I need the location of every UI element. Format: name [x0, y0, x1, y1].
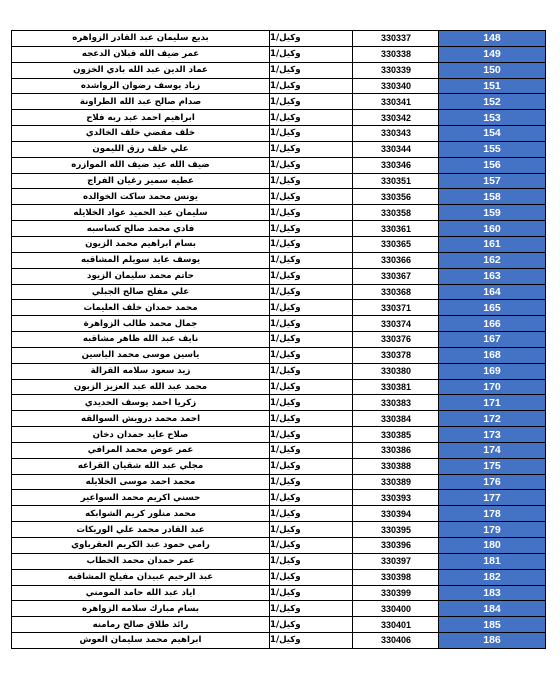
sequence-number-cell: 163 — [439, 269, 546, 284]
sequence-number-cell: 152 — [439, 94, 546, 109]
personnel-table — [11, 30, 546, 649]
name-cell: ضيف الله عيد ضيف الله الموازره — [12, 158, 270, 173]
name-cell: محمد احمد موسى الخلايله — [12, 475, 270, 490]
id-number-cell: 330406 — [353, 633, 439, 648]
rank-cell: وكيل/1 — [270, 411, 353, 426]
rank-cell: وكيل/1 — [270, 158, 353, 173]
name-cell: عمر حمدان محمد الخطاب — [12, 554, 270, 569]
table-row — [12, 269, 546, 285]
table-row — [12, 348, 546, 364]
sequence-number-cell: 181 — [439, 554, 546, 569]
name-cell: حاتم محمد سليمان الزيود — [12, 269, 270, 284]
name-cell: زيد سعود سلامه القرالة — [12, 364, 270, 379]
rank-cell: وكيل/1 — [270, 586, 353, 601]
table-row — [12, 522, 546, 538]
name-cell: جمال محمد طالب الزواهرة — [12, 316, 270, 331]
id-number-cell: 330401 — [353, 617, 439, 632]
sequence-number-cell: 159 — [439, 205, 546, 220]
rank-cell: وكيل/1 — [270, 94, 353, 109]
id-number-cell: 330381 — [353, 380, 439, 395]
id-number-cell: 330397 — [353, 554, 439, 569]
rank-cell: وكيل/1 — [270, 459, 353, 474]
id-number-cell: 330386 — [353, 443, 439, 458]
table-row — [12, 221, 546, 237]
sequence-number-cell: 174 — [439, 443, 546, 458]
sequence-number-cell: 172 — [439, 411, 546, 426]
name-cell: يونس محمد ساكت الخوالده — [12, 189, 270, 204]
sequence-number-cell: 184 — [439, 601, 546, 616]
name-cell: زياد يوسف رضوان الرواشده — [12, 79, 270, 94]
name-cell: عبد الرحيم عبيدان مفيلح المشاقبه — [12, 570, 270, 585]
table-row — [12, 126, 546, 142]
sequence-number-cell: 148 — [439, 31, 546, 46]
rank-cell: وكيل/1 — [270, 31, 353, 46]
name-cell: اياد عبد الله حامد المومني — [12, 586, 270, 601]
rank-cell: وكيل/1 — [270, 475, 353, 490]
id-number-cell: 330394 — [353, 506, 439, 521]
sequence-number-cell: 182 — [439, 570, 546, 585]
sequence-number-cell: 176 — [439, 475, 546, 490]
name-cell: عبد القادر محمد علي الوريكات — [12, 522, 270, 537]
table-row — [12, 380, 546, 396]
id-number-cell: 330374 — [353, 316, 439, 331]
sequence-number-cell: 149 — [439, 47, 546, 62]
table-row — [12, 142, 546, 158]
name-cell: ابراهيم احمد عبد ربه فلاح — [12, 110, 270, 125]
table-row — [12, 427, 546, 443]
id-number-cell: 330399 — [353, 586, 439, 601]
id-number-cell: 330346 — [353, 158, 439, 173]
table-row — [12, 94, 546, 110]
rank-cell: وكيل/1 — [270, 316, 353, 331]
id-number-cell: 330339 — [353, 63, 439, 78]
id-number-cell: 330396 — [353, 538, 439, 553]
sequence-number-cell: 167 — [439, 332, 546, 347]
id-number-cell: 330385 — [353, 427, 439, 442]
name-cell: بسام ابراهيم محمد الزيون — [12, 237, 270, 252]
id-number-cell: 330378 — [353, 348, 439, 363]
table-row — [12, 506, 546, 522]
rank-cell: وكيل/1 — [270, 395, 353, 410]
id-number-cell: 330368 — [353, 285, 439, 300]
table-row — [12, 285, 546, 301]
id-number-cell: 330340 — [353, 79, 439, 94]
table-row — [12, 475, 546, 491]
table-row — [12, 395, 546, 411]
sequence-number-cell: 169 — [439, 364, 546, 379]
id-number-cell: 330393 — [353, 490, 439, 505]
id-number-cell: 330342 — [353, 110, 439, 125]
sequence-number-cell: 153 — [439, 110, 546, 125]
table-row — [12, 364, 546, 380]
rank-cell: وكيل/1 — [270, 174, 353, 189]
sequence-number-cell: 185 — [439, 617, 546, 632]
name-cell: محمد حمدان خلف العليمات — [12, 300, 270, 315]
table-row — [12, 300, 546, 316]
name-cell: محمد عبد الله عبد العزيز الزبون — [12, 380, 270, 395]
sequence-number-cell: 173 — [439, 427, 546, 442]
name-cell: عماد الدين عبد الله بادي الخزون — [12, 63, 270, 78]
table-row — [12, 459, 546, 475]
id-number-cell: 330388 — [353, 459, 439, 474]
table-row — [12, 570, 546, 586]
id-number-cell: 330341 — [353, 94, 439, 109]
table-row — [12, 332, 546, 348]
sequence-number-cell: 186 — [439, 633, 546, 648]
sequence-number-cell: 157 — [439, 174, 546, 189]
table-row — [12, 31, 546, 47]
table-row — [12, 189, 546, 205]
id-number-cell: 330356 — [353, 189, 439, 204]
rank-cell: وكيل/1 — [270, 348, 353, 363]
sequence-number-cell: 162 — [439, 253, 546, 268]
rank-cell: وكيل/1 — [270, 126, 353, 141]
id-number-cell: 330365 — [353, 237, 439, 252]
id-number-cell: 330337 — [353, 31, 439, 46]
table-row — [12, 443, 546, 459]
rank-cell: وكيل/1 — [270, 142, 353, 157]
name-cell: زكريا احمد يوسف الحديدي — [12, 395, 270, 410]
rank-cell: وكيل/1 — [270, 380, 353, 395]
name-cell: ياسين موسى محمد الياسين — [12, 348, 270, 363]
rank-cell: وكيل/1 — [270, 570, 353, 585]
name-cell: مجلي عبد الله شقيان القراعه — [12, 459, 270, 474]
rank-cell: وكيل/1 — [270, 490, 353, 505]
name-cell: صدام صالح عبد الله الطراونة — [12, 94, 270, 109]
id-number-cell: 330343 — [353, 126, 439, 141]
id-number-cell: 330361 — [353, 221, 439, 236]
rank-cell: وكيل/1 — [270, 427, 353, 442]
id-number-cell: 330380 — [353, 364, 439, 379]
name-cell: صلاح عايد حمدان دخان — [12, 427, 270, 442]
name-cell: علي خلف رزق الليمون — [12, 142, 270, 157]
rank-cell: وكيل/1 — [270, 300, 353, 315]
name-cell: عطيه سمير رغيان الفراج — [12, 174, 270, 189]
id-number-cell: 330367 — [353, 269, 439, 284]
rank-cell: وكيل/1 — [270, 269, 353, 284]
name-cell: عمر عوض محمد المرافي — [12, 443, 270, 458]
rank-cell: وكيل/1 — [270, 237, 353, 252]
name-cell: بديع سليمان عبد القادر الزواهره — [12, 31, 270, 46]
name-cell: يوسف عايد سويلم المشاقبه — [12, 253, 270, 268]
table-row — [12, 316, 546, 332]
table-row — [12, 633, 546, 649]
rank-cell: وكيل/1 — [270, 617, 353, 632]
sequence-number-cell: 170 — [439, 380, 546, 395]
name-cell: علي مفلح صالح الجبلي — [12, 285, 270, 300]
name-cell: محمد منلور كريم الشوابكه — [12, 506, 270, 521]
table-row — [12, 158, 546, 174]
rank-cell: وكيل/1 — [270, 189, 353, 204]
id-number-cell: 330351 — [353, 174, 439, 189]
rank-cell: وكيل/1 — [270, 79, 353, 94]
sequence-number-cell: 164 — [439, 285, 546, 300]
rank-cell: وكيل/1 — [270, 63, 353, 78]
table-row — [12, 601, 546, 617]
rank-cell: وكيل/1 — [270, 506, 353, 521]
table-row — [12, 411, 546, 427]
sequence-number-cell: 177 — [439, 490, 546, 505]
name-cell: فادي محمد صالح كساسبه — [12, 221, 270, 236]
rank-cell: وكيل/1 — [270, 443, 353, 458]
table-row — [12, 63, 546, 79]
rank-cell: وكيل/1 — [270, 364, 353, 379]
id-number-cell: 330358 — [353, 205, 439, 220]
rank-cell: وكيل/1 — [270, 285, 353, 300]
id-number-cell: 330400 — [353, 601, 439, 616]
name-cell: احمد محمد درويش السوالقه — [12, 411, 270, 426]
id-number-cell: 330366 — [353, 253, 439, 268]
table-row — [12, 538, 546, 554]
name-cell: خلف مقضي خلف الخالدي — [12, 126, 270, 141]
rank-cell: وكيل/1 — [270, 332, 353, 347]
sequence-number-cell: 165 — [439, 300, 546, 315]
name-cell: بسام مبارك سلامه الزواهره — [12, 601, 270, 616]
id-number-cell: 330338 — [353, 47, 439, 62]
name-cell: نايف عبد الله ظاهر مشاقبه — [12, 332, 270, 347]
table-row — [12, 237, 546, 253]
table-row — [12, 554, 546, 570]
rank-cell: وكيل/1 — [270, 253, 353, 268]
id-number-cell: 330371 — [353, 300, 439, 315]
sequence-number-cell: 171 — [439, 395, 546, 410]
table-row — [12, 174, 546, 190]
table-row — [12, 490, 546, 506]
sequence-number-cell: 156 — [439, 158, 546, 173]
sequence-number-cell: 160 — [439, 221, 546, 236]
sequence-number-cell: 183 — [439, 586, 546, 601]
table-row — [12, 79, 546, 95]
sequence-number-cell: 178 — [439, 506, 546, 521]
name-cell: رائد طلاق صالح رمامنه — [12, 617, 270, 632]
rank-cell: وكيل/1 — [270, 601, 353, 616]
id-number-cell: 330383 — [353, 395, 439, 410]
sequence-number-cell: 179 — [439, 522, 546, 537]
rank-cell: وكيل/1 — [270, 538, 353, 553]
name-cell: ابراهيم محمد سليمان العوش — [12, 633, 270, 648]
sequence-number-cell: 150 — [439, 63, 546, 78]
sequence-number-cell: 158 — [439, 189, 546, 204]
rank-cell: وكيل/1 — [270, 205, 353, 220]
id-number-cell: 330344 — [353, 142, 439, 157]
sequence-number-cell: 166 — [439, 316, 546, 331]
sequence-number-cell: 161 — [439, 237, 546, 252]
sequence-number-cell: 155 — [439, 142, 546, 157]
id-number-cell: 330384 — [353, 411, 439, 426]
sequence-number-cell: 151 — [439, 79, 546, 94]
table-row — [12, 47, 546, 63]
id-number-cell: 330389 — [353, 475, 439, 490]
sequence-number-cell: 175 — [439, 459, 546, 474]
sequence-number-cell: 180 — [439, 538, 546, 553]
table-row — [12, 617, 546, 633]
id-number-cell: 330395 — [353, 522, 439, 537]
rank-cell: وكيل/1 — [270, 47, 353, 62]
table-row — [12, 110, 546, 126]
name-cell: رامي حمود عبد الكريم العقرباوي — [12, 538, 270, 553]
sequence-number-cell: 154 — [439, 126, 546, 141]
rank-cell: وكيل/1 — [270, 221, 353, 236]
sequence-number-cell: 168 — [439, 348, 546, 363]
id-number-cell: 330376 — [353, 332, 439, 347]
name-cell: حسني اكريم محمد السواعير — [12, 490, 270, 505]
table-row — [12, 253, 546, 269]
name-cell: سليمان عبد الحميد عواد الخلايله — [12, 205, 270, 220]
id-number-cell: 330398 — [353, 570, 439, 585]
name-cell: عمر ضيف الله قبلان الدعجه — [12, 47, 270, 62]
table-row — [12, 205, 546, 221]
rank-cell: وكيل/1 — [270, 110, 353, 125]
rank-cell: وكيل/1 — [270, 554, 353, 569]
rank-cell: وكيل/1 — [270, 522, 353, 537]
table-row — [12, 586, 546, 602]
rank-cell: وكيل/1 — [270, 633, 353, 648]
